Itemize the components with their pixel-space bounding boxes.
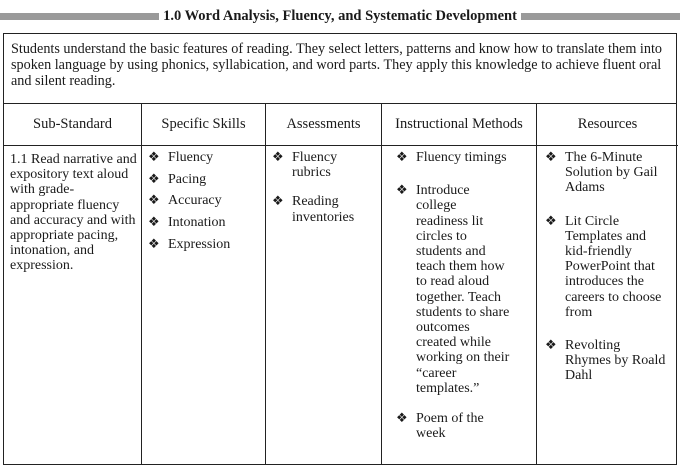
list-item: ❖ The 6-Minute Solution by Gail Adams xyxy=(545,150,668,196)
substandard-text: 1.1 Read narrative and expository text aloud with grade-appropriate fluency and accuracy and with appropriate pacing, intonation, and expression. xyxy=(10,152,137,274)
assessments-list xyxy=(272,150,375,225)
list-item: ❖ Introduce college readiness lit circles to students and teach them how to read aloud together. Teach students to share outcomes created while working on their “career templates.” xyxy=(396,183,510,396)
skills-list xyxy=(148,150,259,252)
title-rule-right xyxy=(521,13,680,20)
assessments-column xyxy=(265,104,381,464)
methods-list xyxy=(396,150,510,441)
list-item: ❖ Accuracy xyxy=(148,193,259,208)
methods-header: Instructional Methods xyxy=(382,104,536,146)
intro-paragraph: Students understand the basic features of reading. They select letters, patterns and know how to translate them into spoken language by using phonics, syllabication, and word parts. They apply this knowledge to achieve fluent oral and silent reading. xyxy=(4,34,676,104)
list-item: ❖ Revolting Rhymes by Roald Dahl xyxy=(545,338,668,384)
list-item: ❖ Fluency xyxy=(148,150,259,165)
standards-grid xyxy=(4,104,676,464)
list-item: ❖ Poem of the week xyxy=(396,411,510,441)
skills-header: Specific Skills xyxy=(142,104,265,146)
substandard-header: Sub-Standard xyxy=(4,104,141,146)
methods-column xyxy=(381,104,536,464)
skills-column xyxy=(141,104,265,464)
list-item: ❖ Fluency rubrics xyxy=(272,150,375,180)
page-title: 1.0 Word Analysis, Fluency, and Systematic Development xyxy=(163,7,517,24)
substandard-column xyxy=(4,104,141,464)
title-rule-left xyxy=(0,13,159,20)
resources-list xyxy=(545,150,668,384)
resources-header: Resources xyxy=(537,104,678,146)
list-item: ❖ Pacing xyxy=(148,172,259,187)
standards-table xyxy=(3,33,677,465)
list-item: ❖ Expression xyxy=(148,237,259,252)
list-item: ❖ Reading inventories xyxy=(272,194,375,224)
title-bar xyxy=(0,6,680,26)
list-item: ❖ Lit Circle Templates and kid-friendly PowerPoint that introduces the careers to choose from xyxy=(545,214,668,320)
list-item: ❖ Intonation xyxy=(148,215,259,230)
resources-column xyxy=(536,104,678,464)
list-item: ❖ Fluency timings xyxy=(396,150,510,165)
assessments-header: Assessments xyxy=(266,104,381,146)
